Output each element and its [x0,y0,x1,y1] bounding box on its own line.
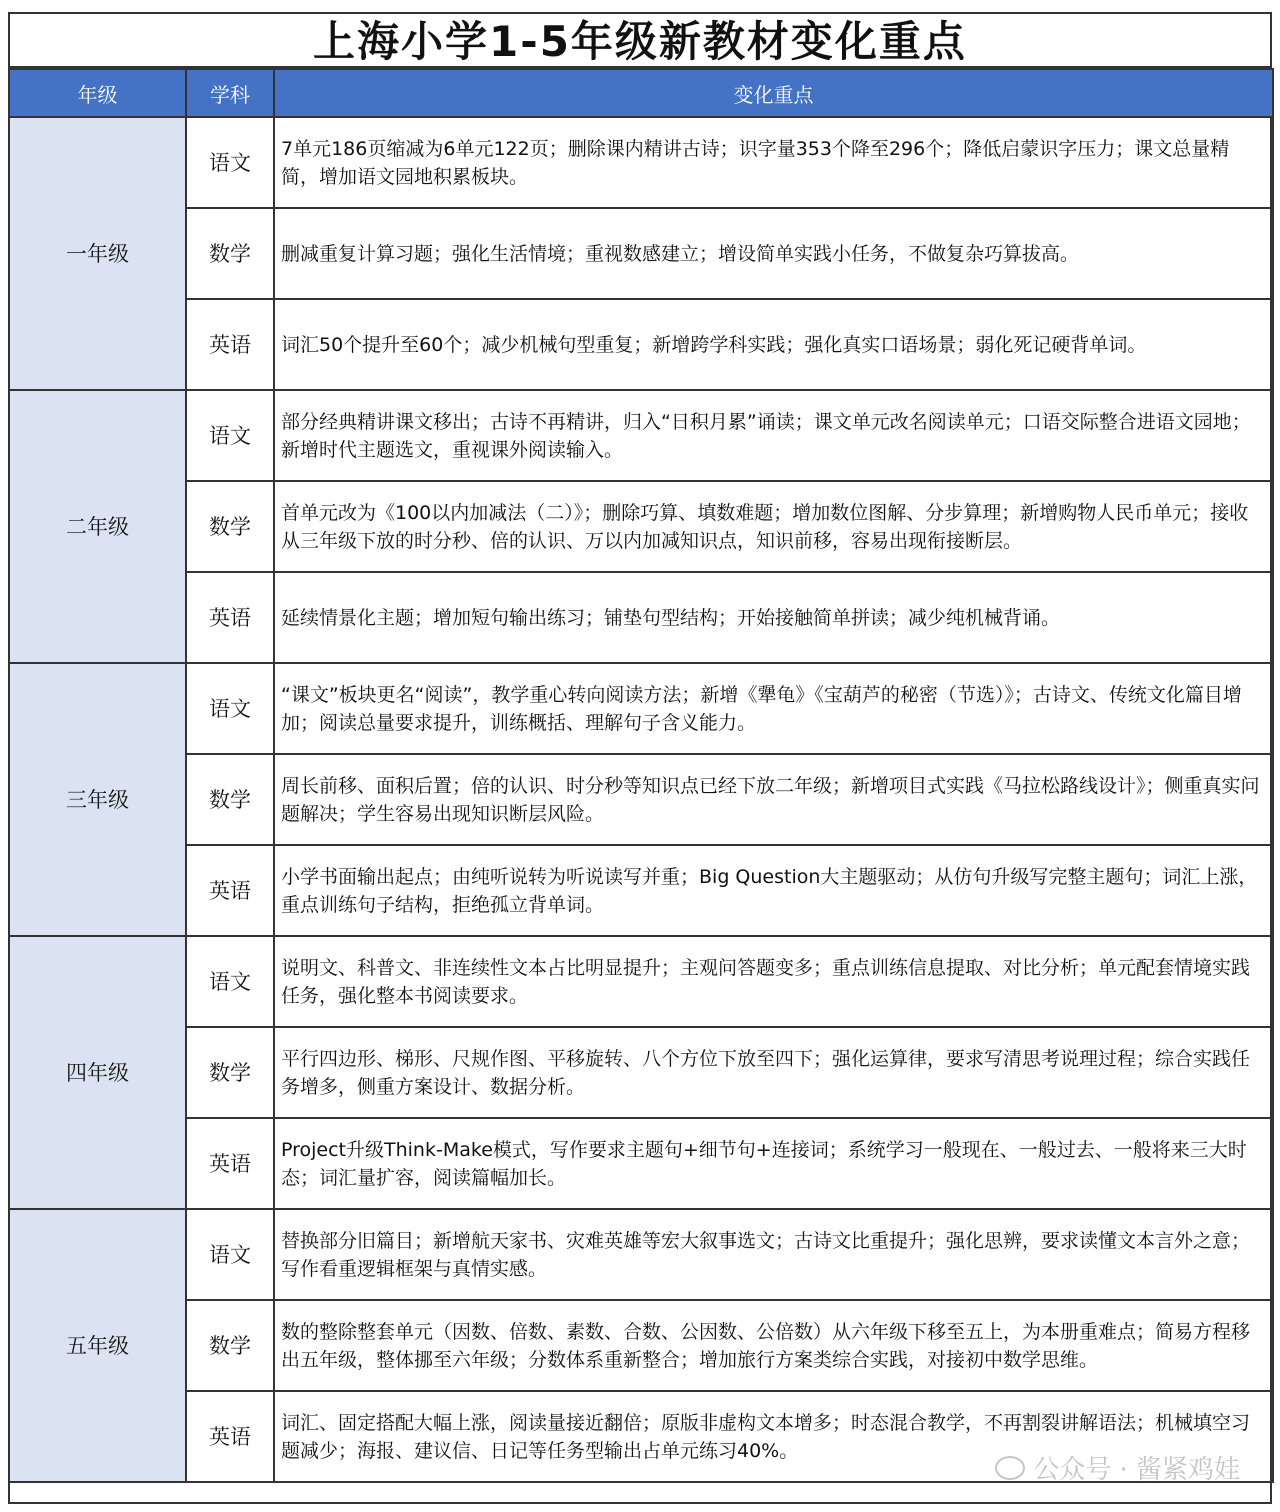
table-header-row [9,69,1273,117]
grade-cell: 一年级 [9,117,186,390]
watermark [995,1449,1240,1486]
table-row [9,299,1273,390]
content-cell: “课文”板块更名“阅读”，教学重心转向阅读方法；新增《犟龟》《宝葫芦的秘密（节选）》；古诗文、传统文化篇目增加；阅读总量要求提升，训练概括、理解句子含义能力。 [274,663,1273,754]
subject-cell: 数学 [186,1027,274,1118]
content-cell: 词汇、固定搭配大幅上涨，阅读量接近翻倍；原版非虚构文本增多；时态混合教学，不再割裂讲解语法；机械填空习题减少；海报、建议信、日记等任务型输出占单元练习40%。 [274,1391,1273,1482]
subject-cell: 语文 [186,390,274,481]
subject-cell: 语文 [186,117,274,208]
content-cell: 平行四边形、梯形、尺规作图、平移旋转、八个方位下放至四下；强化运算律，要求写清思考说理过程；综合实践任务增多，侧重方案设计、数据分析。 [274,1027,1273,1118]
wechat-icon [995,1456,1025,1480]
subject-cell: 语文 [186,936,274,1027]
content-cell: 替换部分旧篇目；新增航天家书、灾难英雄等宏大叙事选文；古诗文比重提升；强化思辨，要求读懂文本言外之意；写作看重逻辑框架与真情实感。 [274,1209,1273,1300]
content-cell: 首单元改为《100以内加减法（二）》；删除巧算、填数难题；增加数位图解、分步算理；新增购物人民币单元；接收从三年级下放的时分秒、倍的认识、万以内加减知识点，知识前移，容易出现衔接断层。 [274,481,1273,572]
subject-cell: 数学 [186,208,274,299]
watermark-text: 公众号 · 酱紧鸡娃 [1033,1455,1240,1485]
table-row [9,117,1273,208]
subject-cell: 英语 [186,845,274,936]
table-row [9,936,1273,1027]
grade-cell: 三年级 [9,663,186,936]
table-row [9,572,1273,663]
table-row [9,1118,1273,1209]
header-subject: 学科 [186,69,274,117]
curriculum-table [8,68,1274,1483]
content-cell: 周长前移、面积后置；倍的认识、时分秒等知识点已经下放二年级；新增项目式实践《马拉松路线设计》；侧重真实问题解决；学生容易出现知识断层风险。 [274,754,1273,845]
content-cell: 删减重复计算习题；强化生活情境；重视数感建立；增设简单实践小任务，不做复杂巧算拔高。 [274,208,1273,299]
subject-cell: 数学 [186,754,274,845]
subject-cell: 数学 [186,481,274,572]
subject-cell: 语文 [186,1209,274,1300]
subject-cell: 英语 [186,572,274,663]
header-content: 变化重点 [274,69,1273,117]
subject-cell: 数学 [186,1300,274,1391]
grade-cell: 二年级 [9,390,186,663]
table-row [9,1300,1273,1391]
content-cell: 小学书面输出起点；由纯听说转为听说读写并重；Big Question大主题驱动；从仿句升级写完整主题句；词汇上涨，重点训练句子结构，拒绝孤立背单词。 [274,845,1273,936]
table-row [9,481,1273,572]
grade-cell: 四年级 [9,936,186,1209]
grade-cell: 五年级 [9,1209,186,1482]
content-cell: Project升级Think-Make模式，写作要求主题句+细节句+连接词；系统学习一般现在、一般过去、一般将来三大时态；词汇量扩容，阅读篇幅加长。 [274,1118,1273,1209]
table-row [9,208,1273,299]
subject-cell: 英语 [186,299,274,390]
table-row [9,663,1273,754]
content-cell: 说明文、科普文、非连续性文本占比明显提升；主观问答题变多；重点训练信息提取、对比分析；单元配套情境实践任务，强化整本书阅读要求。 [274,936,1273,1027]
content-cell: 部分经典精讲课文移出；古诗不再精讲，归入“日积月累”诵读；课文单元改名阅读单元；口语交际整合进语文园地；新增时代主题选文，重视课外阅读输入。 [274,390,1273,481]
subject-cell: 英语 [186,1118,274,1209]
content-cell: 词汇50个提升至60个；减少机械句型重复；新增跨学科实践；强化真实口语场景；弱化死记硬背单词。 [274,299,1273,390]
content-cell: 数的整除整套单元（因数、倍数、素数、合数、公因数、公倍数）从六年级下移至五上，为本册重难点；简易方程移出五年级，整体挪至六年级；分数体系重新整合；增加旅行方案类综合实践，对接初中数学思维。 [274,1300,1273,1391]
table-row [9,1027,1273,1118]
page-title: 上海小学1-5年级新教材变化重点 [8,12,1272,68]
subject-cell: 语文 [186,663,274,754]
table-row [9,754,1273,845]
table-row [9,1209,1273,1300]
header-grade: 年级 [9,69,186,117]
table-row [9,390,1273,481]
content-cell: 延续情景化主题；增加短句输出练习；铺垫句型结构；开始接触简单拼读；减少纯机械背诵。 [274,572,1273,663]
table-row [9,845,1273,936]
subject-cell: 英语 [186,1391,274,1482]
content-cell: 7单元186页缩减为6单元122页；删除课内精讲古诗；识字量353个降至296个；降低启蒙识字压力；课文总量精简，增加语文园地积累板块。 [274,117,1273,208]
